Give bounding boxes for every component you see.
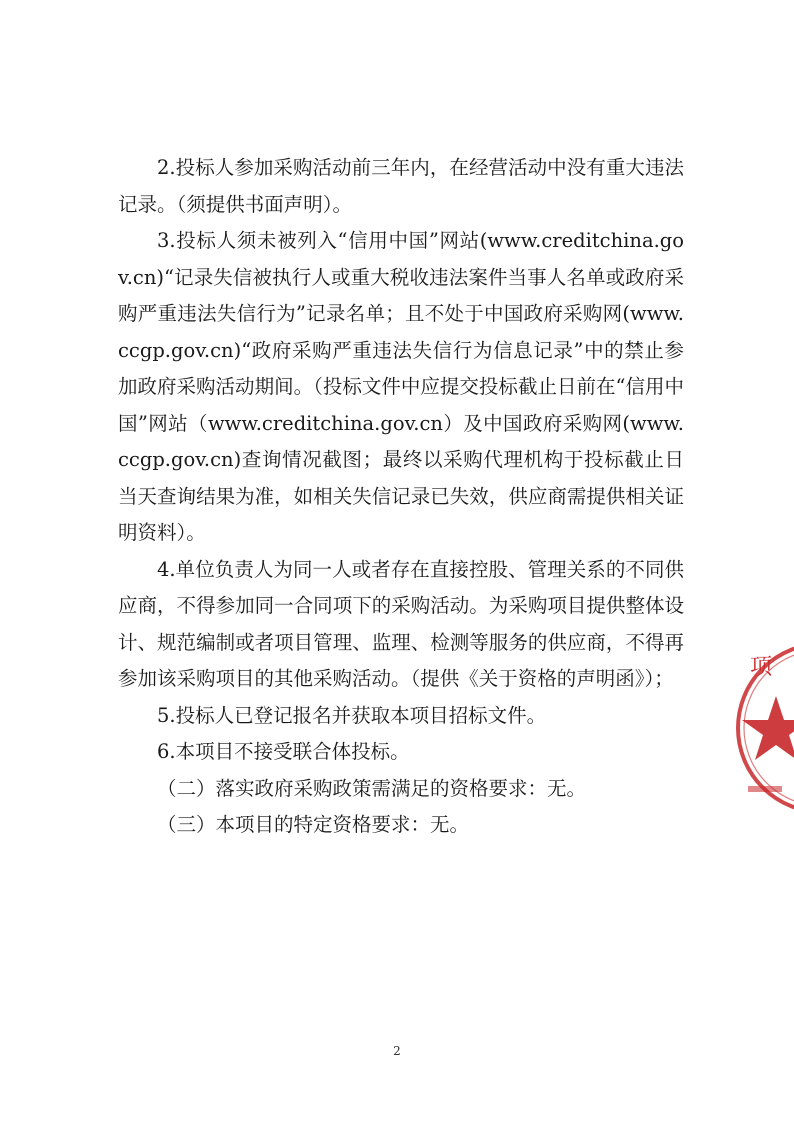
- paragraph-item-5: 5.投标人已登记报名并获取本项目招标文件。: [157, 703, 547, 727]
- seal-text: 项: [750, 655, 773, 680]
- section-two-requirement: （二）落实政府采购政策需满足的资格要求：无。: [157, 776, 587, 800]
- section-three-requirement: （三）本项目的特定资格要求：无。: [157, 813, 470, 836]
- paragraph-item-3: 3.投标人须未被列入“信用中国”网站(www.creditchina.gov.cn)“记录失信被执行人或重大税收违法案件当事人名单或政府采购严重违法失信行为”记录名单；且不处于中国政府采购网(www.ccgp.gov.cn)“政府采购严重违法失信行为信息记录”中的禁止参加政府采购活动期间。（投标文件中应提交投标截止日前在“信用中国”网站（www.creditchina.gov.cn）及中国政府采购网(www.ccgp.gov.cn)查询情况截图；最终以采购代理机构于投标截止日当天查询结果为准，如相关失信记录已失效，供应商需提供相关证明资料）。: [118, 229, 684, 544]
- paragraph-item-6: 6.本项目不接受联合体投标。: [157, 740, 410, 763]
- paragraph-item-2: 2.投标人参加采购活动前三年内，在经营活动中没有重大违法记录。（须提供书面声明）。: [118, 156, 684, 216]
- official-seal-stamp: [730, 640, 794, 816]
- document-body: [118, 150, 684, 844]
- paragraph-item-4: 4.单位负责人为同一人或者存在直接控股、管理关系的不同供应商，不得参加同一合同项下的采购活动。为采购项目提供整体设计、规范编制或者项目管理、监理、检测等服务的供应商，不得再参加该采购项目的其他采购活动。（提供《关于资格的声明函》）；: [118, 557, 684, 690]
- page-number: 2: [393, 1044, 401, 1058]
